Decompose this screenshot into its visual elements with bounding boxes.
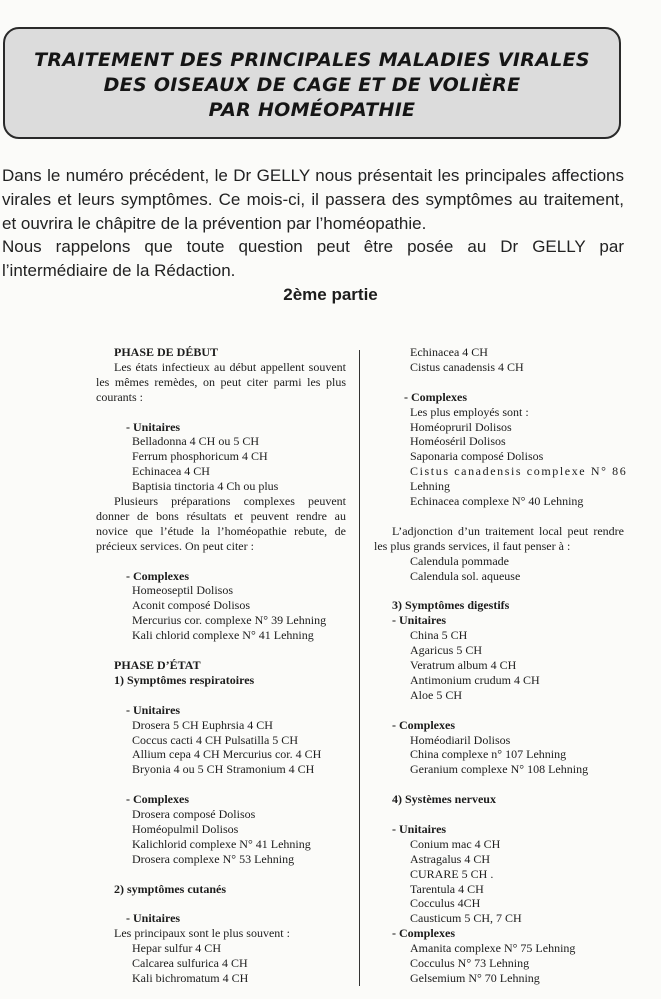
unitaires-heading: - Unitaires: [392, 613, 447, 628]
unitaires-heading: - Unitaires: [126, 419, 181, 434]
part-subtitle: 2ème partie: [283, 285, 378, 304]
complexes-heading: - Complexes: [126, 792, 189, 807]
list-item: China 5 CH: [410, 628, 468, 643]
list-item: Kali bichromatum 4 CH: [132, 970, 249, 985]
list-item: Drosera 5 CH Euphrsia 4 CH: [132, 717, 273, 732]
list-item: Echinacea 4 CH: [132, 464, 210, 479]
respiratoires-heading: 1) Symptômes respiratoires: [114, 672, 255, 687]
complexes-intro-paragraph: Plusieurs préparations complexes peuvent donner de bons résultats et peuvent rendre au novice que l’étude la l’homéopathie rebute, de précieux services. On peut citer :: [96, 494, 346, 553]
list-item: Homéopruril Dolisos: [410, 419, 512, 434]
list-intro: Les principaux sont le plus souvent :: [114, 926, 290, 941]
list-item: Mercurius cor. complexe N° 39 Lehning: [132, 613, 327, 628]
list-item: Belladonna 4 CH ou 5 CH: [132, 434, 259, 449]
complexes-heading: - Complexes: [392, 717, 455, 732]
left-column: [96, 345, 346, 986]
list-item: Cistus canadensis 4 CH: [410, 359, 524, 374]
list-item: Antimonium crudum 4 CH: [410, 672, 540, 687]
list-item: Homéoséril Dolisos: [410, 434, 506, 449]
list-item: Ferrum phosphoricum 4 CH: [132, 449, 268, 464]
list-item: Hepar sulfur 4 CH: [132, 941, 221, 956]
list-item: Homeoseptil Dolisos: [132, 583, 233, 598]
list-item: Cocculus 4CH: [410, 896, 481, 911]
list-item: Kali chlorid complexe N° 41 Lehning: [132, 628, 314, 643]
column-divider: [359, 350, 360, 986]
article-title-box: [3, 27, 621, 139]
cutanes-heading: 2) symptômes cutanés: [114, 881, 226, 896]
right-column: [374, 345, 628, 986]
list-item: Veratrum album 4 CH: [410, 657, 517, 672]
phase-debut-heading: PHASE DE DÉBUT: [114, 345, 219, 359]
list-item: Calendula sol. aqueuse: [410, 568, 521, 583]
title-line-3: PAR HOMÉOPATHIE: [208, 99, 416, 121]
list-item: Causticum 5 CH, 7 CH: [410, 911, 522, 926]
unitaires-heading: - Unitaires: [392, 821, 447, 836]
list-item: Saponaria composé Dolisos: [410, 449, 544, 464]
digestifs-heading: 3) Symptômes digestifs: [392, 598, 510, 613]
list-item: Geranium complexe N° 108 Lehning: [410, 762, 589, 777]
list-item: Agaricus 5 CH: [410, 643, 482, 658]
title-line-2: DES OISEAUX DE CAGE ET DE VOLIÈRE: [103, 74, 521, 96]
unitaires-heading: - Unitaires: [126, 702, 181, 717]
list-item: Bryonia 4 ou 5 CH Stramonium 4 CH: [132, 762, 315, 777]
list-item: Calendula pommade: [410, 553, 509, 568]
debut-paragraph: Les états infectieux au début appellent souvent les mêmes remèdes, on peut citer parmi les plus courants :: [96, 359, 346, 404]
list-item: Conium mac 4 CH: [410, 836, 501, 851]
list-item: Allium cepa 4 CH Mercurius cor. 4 CH: [132, 747, 322, 762]
list-intro: Les plus employés sont :: [410, 404, 529, 419]
list-item: Lehning: [410, 479, 450, 494]
list-item: Drosera complexe N° 53 Lehning: [132, 851, 295, 866]
nerveux-heading: 4) Systèmes nerveux: [392, 792, 496, 807]
unitaires-heading: - Unitaires: [126, 911, 181, 926]
list-item: Echinacea 4 CH: [410, 345, 488, 359]
adjonction-paragraph: L’adjonction d’un traitement local peut rendre les plus grands services, il faut penser à :: [374, 523, 624, 553]
list-item: Gelsemium N° 70 Lehning: [410, 970, 540, 985]
list-item: Cistus canadensis complexe N° 86: [410, 464, 628, 479]
list-item: Baptisia tinctoria 4 Ch ou plus: [132, 479, 279, 494]
list-item: CURARE 5 CH .: [410, 866, 494, 881]
intro-paragraph-1: Dans le numéro précédent, le Dr GELLY nous présentait les principales affections virales et leurs symptômes. Ce mois-ci, il passera des symptômes au traitement, et ouvrira le châpitre de la prévention par l’homéopathie.: [2, 166, 624, 233]
list-item: Calcarea sulfurica 4 CH: [132, 956, 248, 971]
title-line-1: TRAITEMENT DES PRINCIPALES MALADIES VIRALES: [34, 49, 590, 71]
list-item: Kalichlorid complexe N° 41 Lehning: [132, 836, 311, 851]
list-item: Coccus cacti 4 CH Pulsatilla 5 CH: [132, 732, 298, 747]
list-item: Drosera composé Dolisos: [132, 807, 256, 822]
list-item: Aloe 5 CH: [410, 687, 462, 702]
intro-paragraph-2: Nous rappelons que toute question peut être posée au Dr GELLY par l’intermédiaire de la Rédaction.: [2, 237, 624, 281]
list-item: Homéodiaril Dolisos: [410, 732, 511, 747]
list-item: Echinacea complexe N° 40 Lehning: [410, 494, 584, 509]
complexes-heading: - Complexes: [126, 568, 189, 583]
list-item: Amanita complexe N° 75 Lehning: [410, 941, 576, 956]
phase-etat-heading: PHASE D’ÉTAT: [114, 657, 201, 672]
list-item: Astragalus 4 CH: [410, 851, 490, 866]
list-item: Tarentula 4 CH: [410, 881, 484, 896]
intro-text: [2, 164, 624, 283]
complexes-heading: - Complexes: [392, 926, 455, 941]
list-item: China complexe n° 107 Lehning: [410, 747, 567, 762]
list-item: Cocculus N° 73 Lehning: [410, 956, 530, 971]
list-item: Homéopulmil Dolisos: [132, 821, 239, 836]
list-item: Aconit composé Dolisos: [132, 598, 250, 613]
complexes-heading: - Complexes: [404, 389, 467, 404]
